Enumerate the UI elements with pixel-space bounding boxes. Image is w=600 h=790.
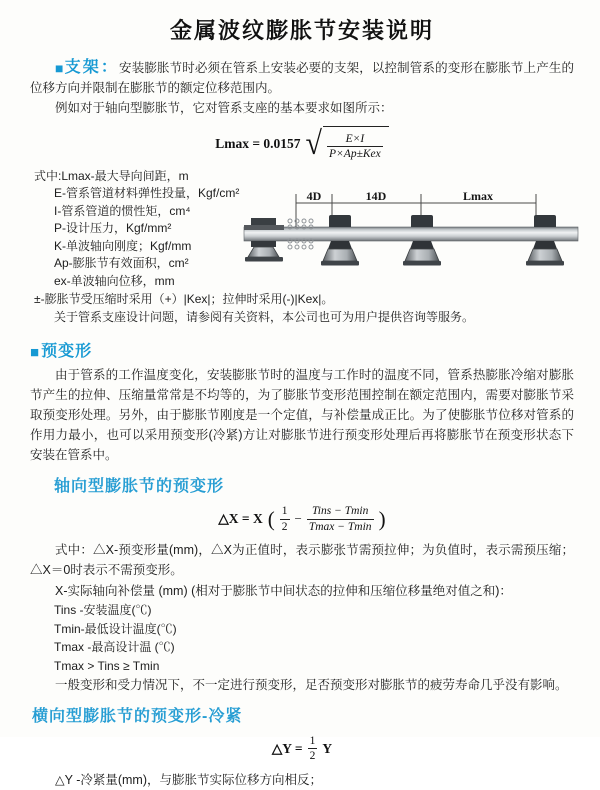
- section-square-icon: ■: [30, 344, 41, 362]
- predeform-heading-text: 预变形: [41, 343, 93, 361]
- transverse-formula-lhs: △Y =: [271, 740, 303, 756]
- lmax-formula-fraction: [327, 132, 383, 162]
- axial-x-definition: X-实际轴向补偿量 (mm) (相对于膨胀节中间状态的拉伸和压缩位移量绝对值之和)：: [55, 584, 512, 598]
- definition-line: K-单波轴向刚度；Kgf/mm: [54, 238, 192, 253]
- half-numerator: 1: [281, 505, 288, 518]
- transverse-formula-rhs: Y: [322, 740, 333, 756]
- half-fraction: [308, 734, 318, 764]
- dim-label-4d: 4D: [306, 189, 322, 203]
- half-fraction: [280, 504, 290, 534]
- definition-line: I-管系管道的惯性矩，cm⁴: [54, 203, 191, 218]
- sqrt-symbol: √: [305, 125, 323, 163]
- axial-formula: [30, 504, 574, 534]
- lmax-formula: [30, 126, 574, 162]
- axial-subheading: 轴向型膨胀节的预变形: [54, 478, 225, 496]
- pipe-support-diagram: [242, 191, 584, 283]
- definition-line: E-管系管道材料弹性投量，Kgf/cm²: [54, 186, 240, 201]
- axial-note: 一般变形和受力情况下，不一定进行预变形，足否预变形对膨胀节的疲劳寿命几乎没有影响。: [55, 678, 568, 692]
- dim-label-lmax: Lmax: [463, 189, 493, 203]
- temp-definition-line: Tmax -最高设计温 (℃): [54, 640, 175, 654]
- transverse-subheading: 横向型膨胀节的预变形-冷紧: [32, 708, 243, 725]
- half-numerator: 1: [309, 735, 316, 747]
- support-section-heading: 支架：: [64, 59, 120, 76]
- predeform-section-heading: [30, 338, 574, 361]
- support-intro-paragraph: [30, 58, 574, 98]
- consult-note: 关于管系支座设计问题，请参阅有关资料，本公司也可为用户提供咨询等服务。: [54, 310, 475, 325]
- temp-definition-line: Tmax > Tins ≥ Tmin: [54, 658, 160, 673]
- temperature-fraction: [307, 504, 374, 534]
- transverse-formula: [30, 734, 574, 764]
- pipe-support-diagram-svg: [242, 191, 584, 283]
- minus-operator: −: [294, 511, 302, 527]
- section-square-icon: ■: [55, 60, 64, 76]
- lmax-formula-denominator: P×Ap±Kex: [329, 148, 381, 161]
- temperature-denominator: Tmax − Tmin: [308, 520, 372, 533]
- predeform-body-paragraph: 由于管系的工作温度变化，安装膨胀节时的温度与工作时的温度不同，管系热膨胀冷缩对膨胀节产生的拉伸、压缩量常常是不均等的，为了膨胀节变形范围控制在额定范围内，需要对膨胀节采取预变形处理。另外，由于膨胀节刚度是一个定值，与补偿量成正比。为了使膨胀节位移对管系的作用力最小，也可以采用预变形(冷紧)方让对膨胀节进行预变形处理后再将膨胀节在预变形状态下安装在管系中。: [30, 368, 574, 463]
- axial-formula-lhs: △X = X: [218, 511, 263, 527]
- definition-line: Ap-膨胀节有效面积，cm²: [54, 256, 189, 271]
- half-denominator: 2: [309, 750, 316, 763]
- support-example-line: 例如对于轴向型膨胀节，它对管系支座的基本要求如图所示：: [55, 101, 393, 115]
- dim-label-14d: 14D: [365, 189, 387, 203]
- lmax-formula-lhs: Lmax = 0.0157: [215, 135, 301, 151]
- close-paren: ): [378, 506, 386, 531]
- definition-line: 式中:Lmax-最大导向间距，m: [34, 168, 189, 183]
- definition-line: P-设计压力，Kgf/mm²: [54, 221, 172, 236]
- open-paren: (: [267, 506, 275, 531]
- lmax-formula-numerator: E×I: [345, 133, 365, 145]
- temperature-numerator: Tins − Tmin: [312, 505, 369, 518]
- pipe: [244, 227, 578, 241]
- page-title: 金属波纹膨胀节安装说明: [169, 18, 434, 43]
- transverse-note: △Y -冷紧量(mm)，与膨胀节实际位移方向相反；: [55, 772, 323, 787]
- plus-minus-note: ±-膨胀节受压缩时采用（+）|Kex|；拉伸时采用(-)|Kex|。: [34, 292, 334, 307]
- support-intro-text: 安装膨胀节时必须在管系上安装必要的支架，以控制管系的变形在膨胀节上产生的位移方向并限制在膨胀节的额定位移范围内。: [30, 61, 574, 95]
- temp-definition-line: Tmin-最低设计温度(℃): [54, 621, 177, 636]
- half-denominator: 2: [281, 520, 288, 533]
- definition-line: ex-单波轴向位移，mm: [54, 273, 175, 288]
- axial-explain-paragraph: 式中：△X-预变形量(mm)，△X为正值时，表示膨张节需预拉伸；为负值时，表示需预压缩；△X＝0时表示不需预变形。: [30, 543, 574, 577]
- lmax-formula-radicand: [323, 126, 389, 162]
- temp-definition-line: Tins -安装温度(℃): [54, 603, 152, 617]
